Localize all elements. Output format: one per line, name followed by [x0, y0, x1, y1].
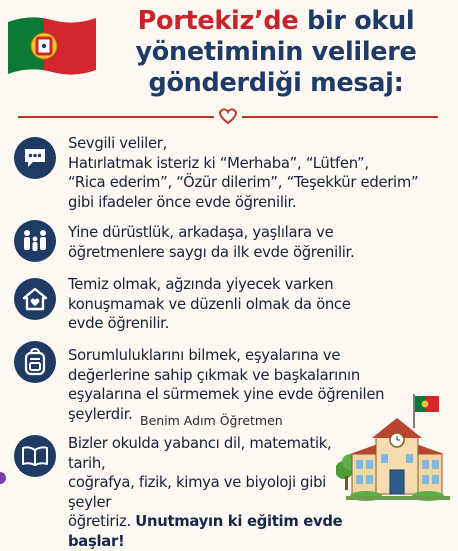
open-book-icon [14, 435, 56, 477]
watermark: Benim Adım Öğretmen [140, 413, 283, 428]
side-bubble-icon [0, 472, 6, 484]
item-text: Yine dürüstlük, arkadaşa, yaşlılara ve öğretmenlere saygı da ilk evde öğrenilir. [68, 224, 355, 261]
item-text: Sorumluluklarını bilmek, eşyalarına ve değerlerine sahip çıkmak ve başkalarının eşyalarına el sürmemek yine evde öğrenilen şeylerdir. [68, 347, 385, 423]
home-heart-icon [14, 278, 56, 320]
title-line-3: gönderdiği mesaj: [148, 68, 404, 98]
family-icon [14, 220, 56, 262]
speech-bubble-icon [14, 137, 56, 179]
item-text: Bizler okulda yabancı dil, matematik, tarih, coğrafya, fizik, kimya ve biyoloji gibi şeyler öğretiriz. Unutmayın ki eğitim evde başlar! [68, 435, 343, 550]
title-line-1: Portekiz’de bir okul [137, 6, 415, 36]
school-building-icon [336, 392, 458, 513]
divider-right [242, 116, 438, 118]
heart-icon [218, 107, 238, 130]
portugal-flag-icon [4, 12, 100, 85]
item-text: Temiz olmak, ağzında yiyecek varken konuşmamak ve düzenli olmak da önce evde öğrenilir. [68, 276, 351, 332]
divider-left [18, 116, 214, 118]
backpack-icon [14, 341, 56, 383]
page-title [100, 6, 452, 99]
item-text: Sevgili veliler, Hatırlatmak isteriz ki “Merhaba”, “Lütfen”, “Rica ederim”, “Özür dilerim”, “Teşekkür ederim” gibi ifadeler önce evde öğrenilir. [68, 135, 419, 211]
title-line-2: yönetiminin velilere [135, 37, 417, 67]
